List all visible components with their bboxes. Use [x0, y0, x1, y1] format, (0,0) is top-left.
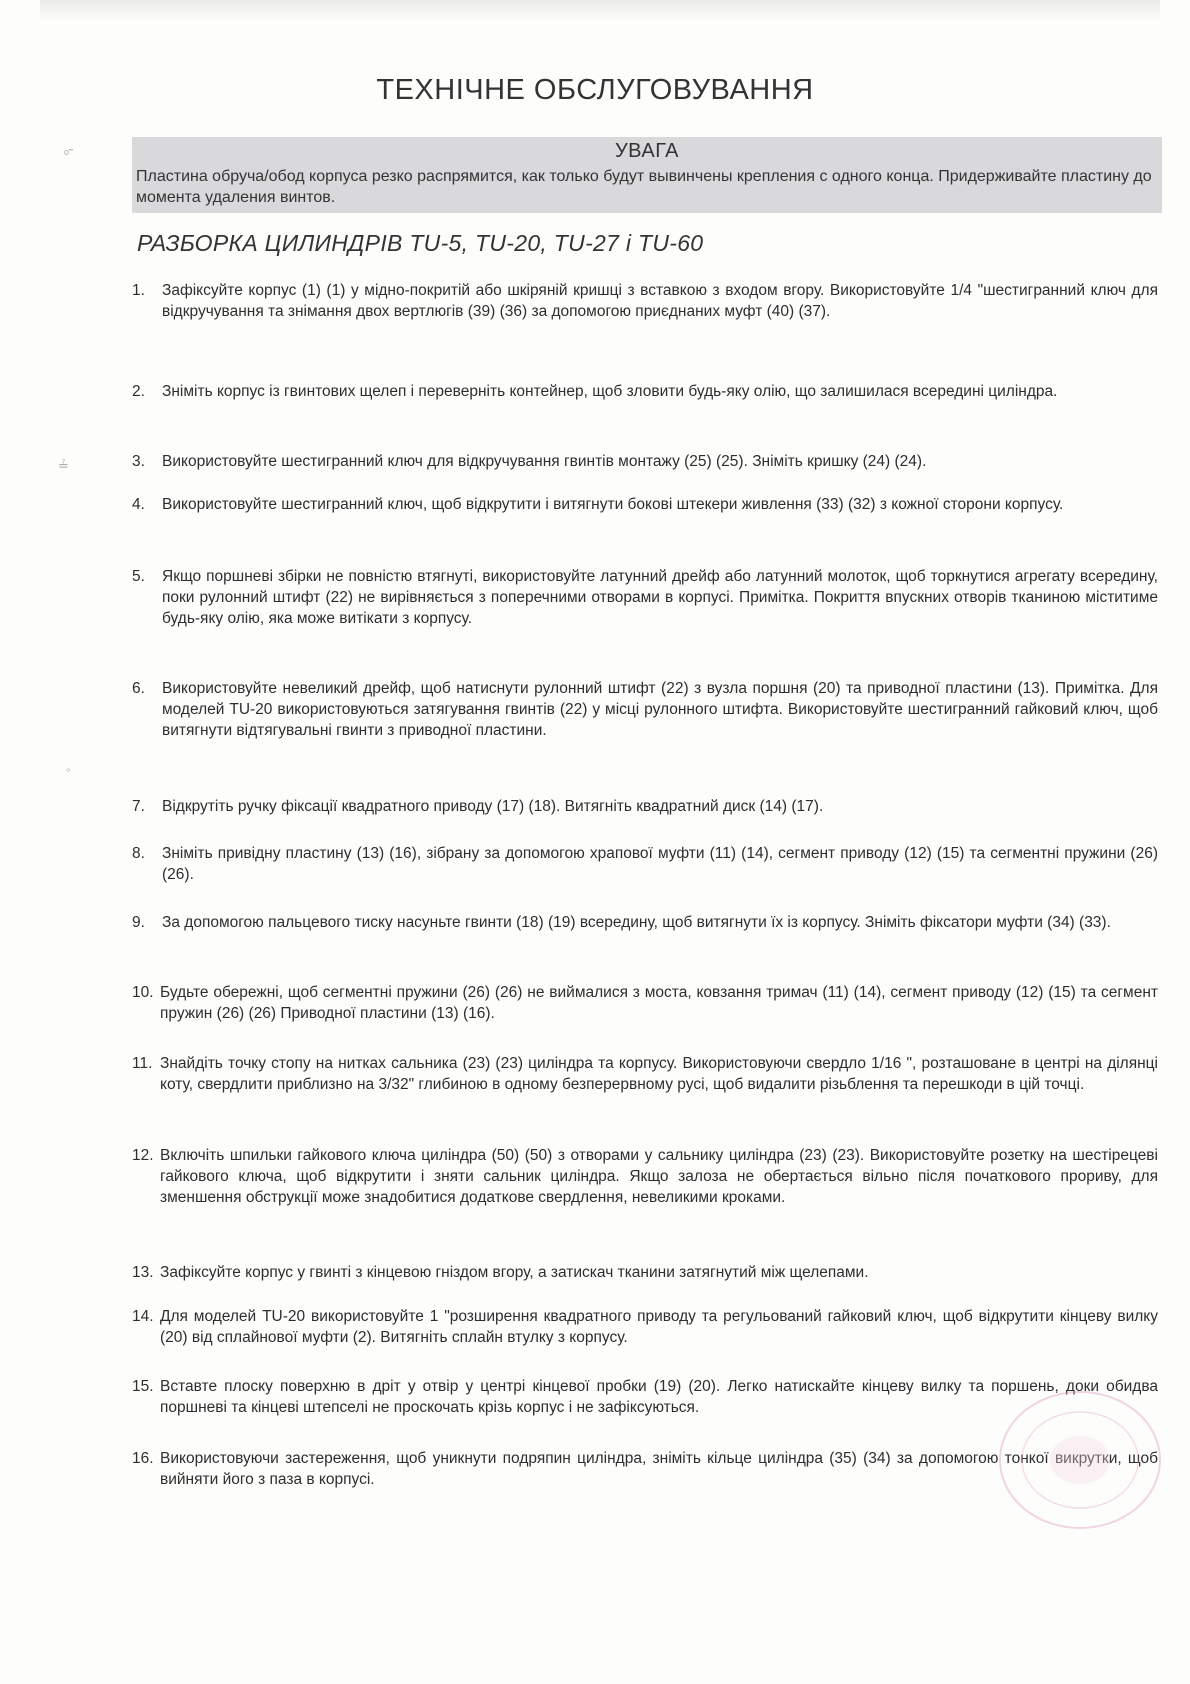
step-item	[132, 494, 1158, 515]
scan-speck: ◦	[66, 762, 71, 777]
step-number: 8.	[132, 845, 145, 862]
step-number: 6.	[132, 680, 145, 697]
step-text: Зніміть корпус із гвинтових щелеп і переверніть контейнер, щоб зловити будь-яку олію, що залишилася всередині циліндра.	[162, 383, 1058, 400]
step-number: 12.	[132, 1147, 154, 1164]
step-number: 4.	[132, 496, 145, 513]
step-item	[132, 1262, 1158, 1283]
step-text: Будьте обережні, щоб сегментні пружини (26) (26) не виймалися з моста, ковзання тримач (11) (14), сегмент приводу (12) (15) та сегмент пружин (26) (26) Приводної пластини (13) (16).	[160, 984, 1158, 1022]
step-item	[132, 451, 1158, 472]
step-number: 5.	[132, 568, 145, 585]
step-item	[132, 280, 1158, 322]
step-number: 11.	[132, 1055, 153, 1072]
step-text: Зафіксуйте корпус у гвинті з кінцевою гніздом вгору, а затискач тканини затягнутий між щелепами.	[160, 1264, 869, 1281]
step-item	[132, 982, 1158, 1024]
step-item	[132, 678, 1158, 741]
warning-heading: УВАГА	[614, 140, 680, 162]
page-title: ТЕХНІЧНЕ ОБСЛУГОВУВАННЯ	[376, 74, 814, 106]
step-number: 15.	[132, 1378, 154, 1395]
step-number: 3.	[132, 453, 145, 470]
step-item	[132, 1145, 1158, 1208]
warning-box	[132, 137, 1162, 213]
step-text: Вставте плоску поверхню в дріт у отвір у центрі кінцевої пробки (19) (20). Легко натискайте кінцеву вилку та поршень, доки обидва поршневі та кінцеві штепселі не проскочать крізь корпус і не зафіксуються.	[160, 1378, 1158, 1416]
step-text: За допомогою пальцевого тиску насуньте гвинти (18) (19) всередину, щоб витягнути їх із корпусу. Зніміть фіксатори муфти (34) (33).	[162, 914, 1111, 931]
section-title: РАЗБОРКА ЦИЛИНДРІВ TU-5, TU-20, TU-27 і TU-60	[137, 230, 704, 256]
step-text: Використовуючи застереження, щоб уникнути подряпин циліндра, зніміть кільце циліндра (35) (34) за допомогою тонкої викрутки, щоб вийняти його з паза в корпусі.	[160, 1450, 1158, 1488]
step-number: 1.	[132, 282, 145, 299]
step-text: Включіть шпильки гайкового ключа циліндра (50) (50) з отворами у сальнику циліндра (23) (23). Використовуйте розетку на шестірецеві гайкового ключа, щоб відкрутити і зняти сальник циліндра. Якщо залоза не обертається вільно після початкового прориву, для зменшення обструкції може знадобитися додаткове свердлення, невеликими кроками.	[160, 1147, 1158, 1206]
step-item	[132, 843, 1158, 885]
step-number: 2.	[132, 383, 145, 400]
step-text: Якщо поршневі збірки не повністю втягнуті, використовуйте латунний дрейф або латунний молоток, щоб торкнутися агрегату всередину, поки рулонний штифт (22) не вирівняється з поперечними отворами в корпусі. Примітка. Покриття впускних отворів тканиною міститиме будь-яку олію, яка може витікати з корпусу.	[162, 568, 1158, 627]
step-text: Знайдіть точку стопу на нитках сальника (23) (23) циліндра та корпусу. Використовуючи свердло 1/16 ", розташоване в центрі на ділянці коту, свердлити приблизно на 3/32" глибиною в одному безперервному русі, щоб видалити різьблення та перешкоди в цій точці.	[160, 1055, 1158, 1093]
step-item	[132, 1306, 1158, 1348]
step-text: Використовуйте невеликий дрейф, щоб натиснути рулонний штифт (22) з вузла поршня (20) та приводної пластини (13). Примітка. Для моделей TU-20 використовуються затягування гвинтів (22) у місці рулонного штифта. Використовуйте шестигранний гайковий ключ, щоб витягнути відтягувальні гвинти з приводної пластини.	[162, 680, 1158, 739]
step-number: 9.	[132, 914, 145, 931]
faded-stamp-icon	[965, 1380, 1165, 1540]
scan-speck: ᵒ̃	[64, 146, 69, 161]
step-item	[132, 912, 1158, 933]
step-number: 14.	[132, 1308, 154, 1325]
step-item	[132, 381, 1158, 402]
warning-text: Пластина обруча/обод корпуса резко распрямится, как только будут вывинчены крепления с одного конца. Придерживайте пластину до момента удаления винтов.	[136, 168, 1152, 206]
step-text: Використовуйте шестигранний ключ для відкручування гвинтів монтажу (25) (25). Зніміть кришку (24) (24).	[162, 453, 927, 470]
step-text: Відкрутіть ручку фіксації квадратного приводу (17) (18). Витягніть квадратний диск (14) (17).	[162, 798, 824, 815]
step-number: 7.	[132, 798, 145, 815]
step-text: Зафіксуйте корпус (1) (1) у мідно-покритій або шкіряній кришці з вставкою з входом вгору. Використовуйте 1/4 "шестигранний ключ для відкручування та знімання двох вертлюгів (39) (36) за допомогою приєднаних муфт (40) (37).	[162, 282, 1158, 320]
scan-speck: ≟	[58, 458, 69, 473]
step-text: Використовуйте шестигранний ключ, щоб відкрутити і витягнути бокові штекери живлення (33) (32) з кожної сторони корпусу.	[162, 496, 1064, 513]
step-number: 10.	[132, 984, 154, 1001]
step-number: 16.	[132, 1450, 154, 1467]
step-item	[132, 566, 1158, 629]
step-item	[132, 796, 1158, 817]
step-text: Для моделей TU-20 використовуйте 1 "розширення квадратного приводу та регульований гайковий ключ, щоб відкрутити кінцеву вилку (20) від сплайнової муфти (2). Витягніть сплайн втулку з корпусу.	[160, 1308, 1158, 1346]
step-number: 13.	[132, 1264, 154, 1281]
step-item	[132, 1053, 1158, 1095]
scan-shadow	[40, 0, 1160, 22]
step-text: Зніміть привідну пластину (13) (16), зібрану за допомогою храпової муфти (11) (14), сегмент приводу (12) (15) та сегментні пружини (26) (26).	[162, 845, 1158, 883]
